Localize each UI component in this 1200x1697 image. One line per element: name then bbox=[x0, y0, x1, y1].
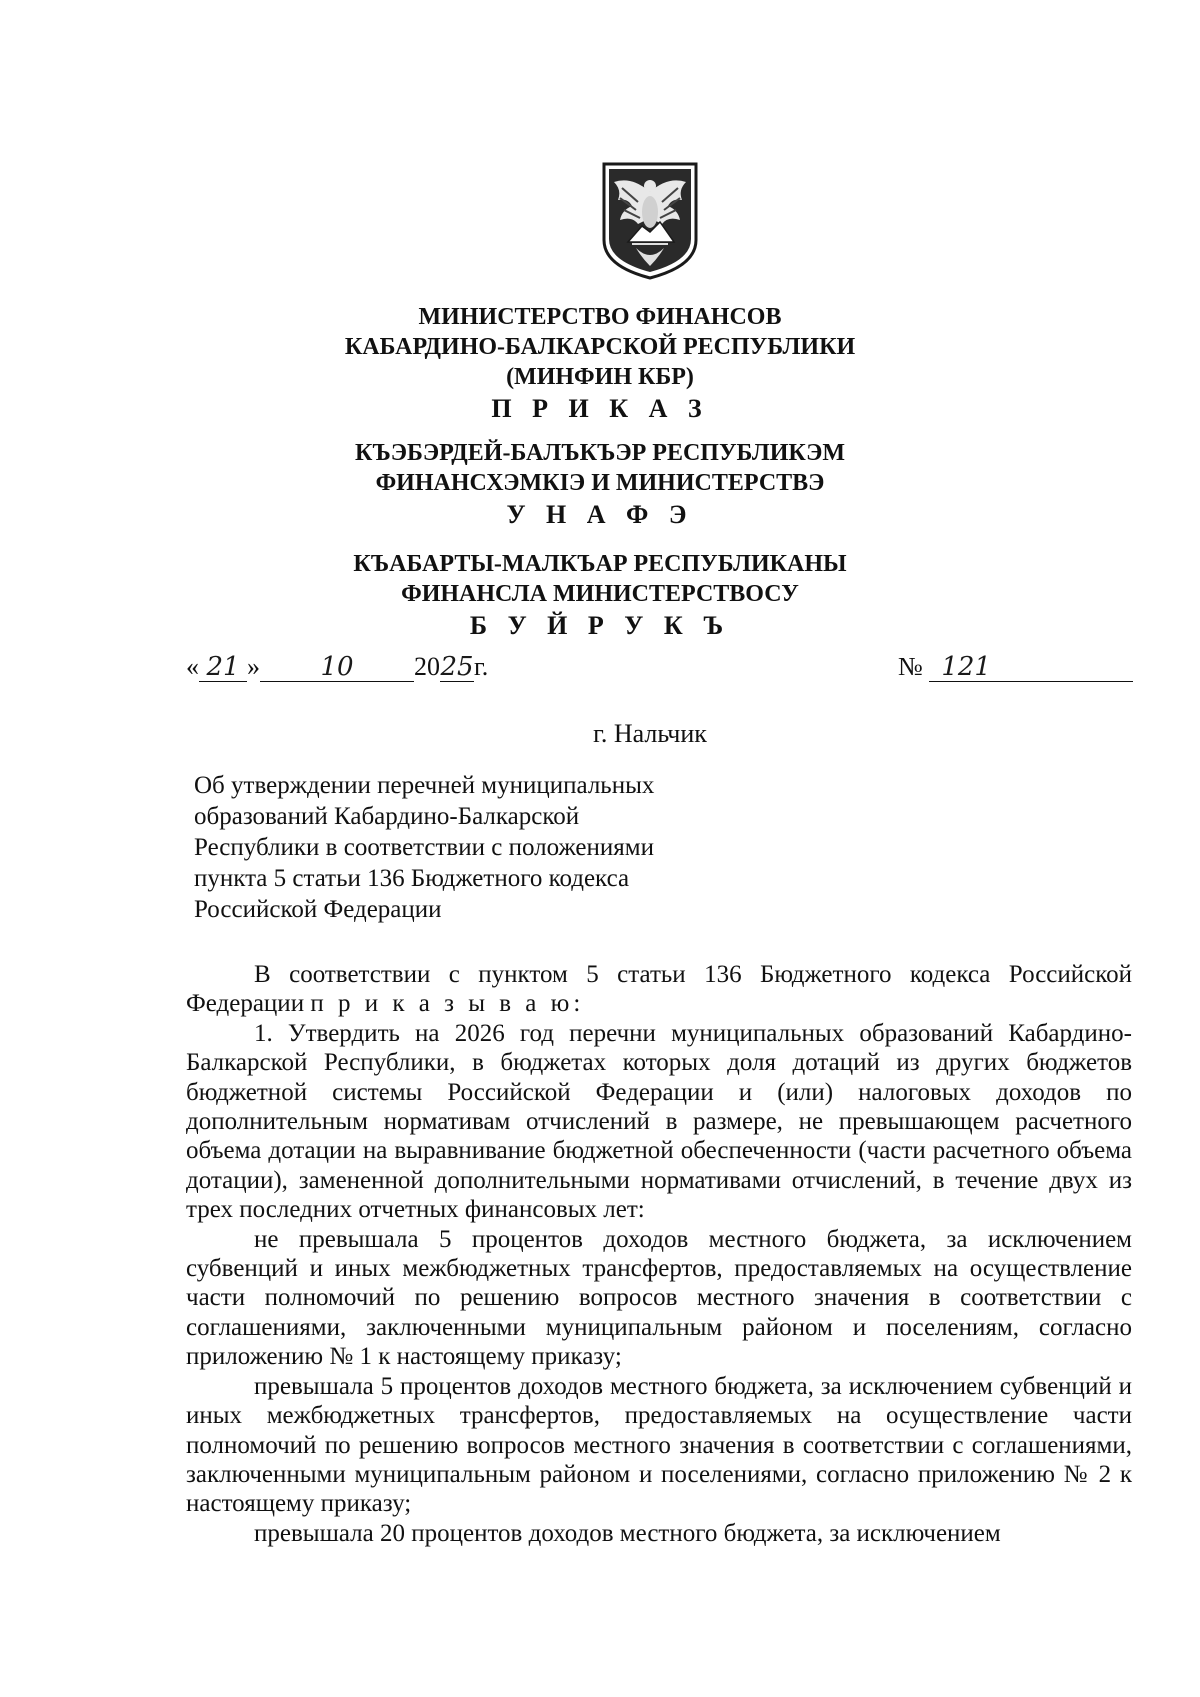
document-type-krc: Б У Й Р У К Ъ bbox=[469, 611, 731, 640]
order-date bbox=[186, 652, 488, 682]
number-sign: № bbox=[898, 652, 923, 681]
city-line bbox=[0, 719, 1200, 749]
date-number-row bbox=[186, 652, 1126, 688]
intro-text: В соответствии с пунктом 5 статьи 136 Бюджетного кодекса Российской Федерации bbox=[186, 961, 1132, 1018]
bullet-paragraph-1: не превышала 5 процентов доходов местного бюджета, за исключением субвенций и иных межбюджетных трансфертов, предоставляемых на осуществление части полномочий по решению вопросов местного значения в соответствии с соглашениями, заключенными муниципальным районом и поселениям, согласно приложению № 1 к настоящему приказу; bbox=[186, 1225, 1132, 1371]
order-number bbox=[898, 652, 1133, 682]
subject-line: образований Кабардино-Балкарской bbox=[194, 803, 580, 830]
intro-end: : bbox=[573, 990, 581, 1018]
ministry-name-line: МИНИСТЕРСТВО ФИНАНСОВ bbox=[418, 304, 782, 330]
date-month: 10 bbox=[260, 653, 414, 682]
item-1-paragraph: 1. Утвердить на 2026 год перечни муниципальных образований Кабардино-Балкарской Республики, в бюджетах которых доля дотаций из других бюджетов бюджетной системы Российской Федерации и (или) налоговых доходов по дополнительным нормативам отчислений в размере, не превышающем расчетного объема дотации на выравнивание бюджетной обеспеченности (части расчетного объема дотации), замененной дополнительными нормативами отчислений, в течение двух из трех последних отчетных финансовых лет: bbox=[186, 1019, 1132, 1224]
document-type-kbd: У Н А Ф Э bbox=[506, 500, 694, 529]
subject-line: Республики в соответствии с положениями bbox=[194, 834, 654, 861]
intro-spaced-word: п р и к а з ы в а ю bbox=[310, 990, 574, 1018]
republic-name-krc: КЪАБАРТЫ-МАЛКЪАР РЕСПУБЛИКАНЫ bbox=[353, 551, 847, 577]
bullet-paragraph-3: превышала 20 процентов доходов местного бюджета, за исключением bbox=[254, 1519, 1001, 1547]
document-type-ru: П Р И К А З bbox=[491, 394, 709, 423]
order-body bbox=[186, 960, 1132, 1548]
date-close-quote: » bbox=[247, 652, 260, 681]
date-day: 21 bbox=[199, 653, 247, 682]
header-kabardian bbox=[180, 438, 1020, 532]
subject-line: пункта 5 статьи 136 Бюджетного кодекса bbox=[194, 865, 630, 892]
date-year-suffix: 25 bbox=[440, 652, 474, 682]
header-balkar bbox=[180, 549, 1020, 643]
ministry-name-krc: ФИНАНСЛА МИНИСТЕРСТВОСУ bbox=[401, 581, 799, 607]
number-value: 121 bbox=[929, 653, 1133, 682]
order-subject bbox=[194, 770, 714, 925]
intro-paragraph bbox=[186, 960, 1132, 1019]
ministry-abbreviation: (МИНФИН КБР) bbox=[506, 364, 694, 390]
header-russian bbox=[180, 302, 1020, 426]
date-open-quote: « bbox=[186, 652, 199, 681]
republic-name-kbd: КЪЭБЭРДЕЙ-БАЛЪКЪЭР РЕСПУБЛИКЭМ bbox=[354, 440, 846, 466]
coat-of-arms-icon bbox=[602, 162, 698, 280]
bullet-paragraph-2: превышала 5 процентов доходов местного бюджета, за исключением субвенций и иных межбюджетных трансфертов, предоставляемых на осуществление части полномочий по решению вопросов местного значения в соответствии с соглашениями, заключенными муниципальным районом и поселениями, согласно приложению № 2 к настоящему приказу; bbox=[186, 1372, 1132, 1518]
city-name: г. Нальчик bbox=[593, 719, 707, 748]
date-year-prefix: 20 bbox=[414, 652, 440, 681]
date-year-mark: г. bbox=[474, 652, 489, 681]
republic-name-line: КАБАРДИНО-БАЛКАРСКОЙ РЕСПУБЛИКИ bbox=[344, 334, 856, 360]
ministry-name-kbd: ФИНАНСХЭМКIЭ И МИНИСТЕРСТВЭ bbox=[375, 470, 825, 496]
subject-line: Российской Федерации bbox=[194, 896, 442, 923]
subject-line: Об утверждении перечней муниципальных bbox=[194, 772, 655, 799]
